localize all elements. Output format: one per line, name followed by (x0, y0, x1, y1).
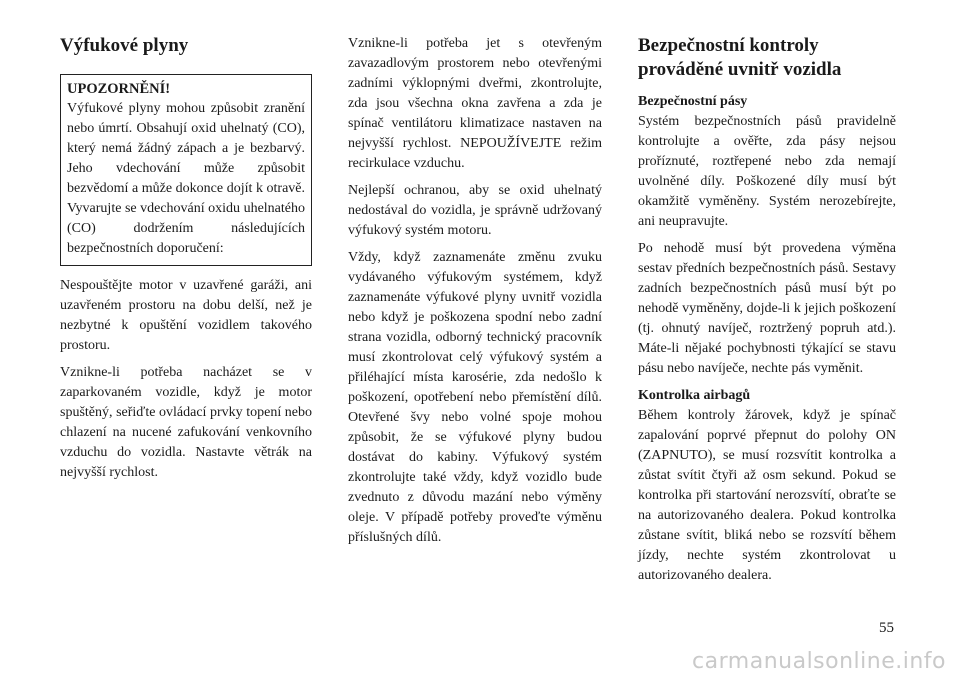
paragraph: Během kontroly žárovek, když je spínač zapalování poprvé přepnut do polohy ON (ZAPNUTO), se musí rozsvítit kontrolka a zůstat svítit čtyři až osm sekund. Pokud se kontrolka při startování nerozsvítí, obraťte se na autorizovaného dealera. Pokud kontrolka zůstane svítit, bliká nebo se rozsvítí během jízdy, nechte systém zkontrolovat u autorizovaného dealera. (638, 408, 896, 583)
subheading-airbag-light: Kontrolka airbagů (638, 388, 751, 403)
page-number: 55 (879, 620, 894, 636)
section-heading-safety-checks: Bezpečnostní kontroly prováděné uvnitř vozidla (638, 35, 842, 80)
column-middle (348, 34, 602, 555)
paragraph: Po nehodě musí být provedena výměna sestav předních bezpečnostních pásů. Sestavy zadních bezpečnostních pásů musí být po nehodě vyměněny, dojde-li k jejich poškození (tj. ohnutý navíječ, roztržený popruh atd.). Máte-li nějaké pochybnosti týkající se stavu pásu nebo navíječe, nechte pás vyměnit. (638, 241, 896, 376)
paragraph: Vždy, když zaznamenáte změnu zvuku vydávaného výfukovým systémem, když zaznamenáte výfukové plyny uvnitř vozidla nebo když je poškozena spodní nebo zadní strana vozidla, odborný technický pracovník musí zkontrolovat celý výfukový systém a přiléhající místa karosérie, zda nedošlo k poškození, opotřebení nebo přemístění dílů. Otevřené švy nebo volné spoje mohou způsobit, že se výfukové plyny budou dostávat do kabiny. Výfukový systém zkontrolujte také vždy, když vozidlo bude zvednuto z důvodu mazání nebo výměny oleje. V případě potřeby proveďte výměnu příslušných dílů. (348, 250, 602, 545)
column-right (638, 34, 896, 593)
paragraph: Vznikne-li potřeba nacházet se v zaparkovaném vozidle, když je motor spuštěný, seřiďte ovládací prvky topení nebo chlazení na nucené zafukování venkovního vzduchu do vozidla. Nastavte větrák na nejvyšší rychlost. (60, 365, 312, 480)
subheading-seat-belts: Bezpečnostní pásy (638, 94, 748, 109)
warning-body: Výfukové plyny mohou způsobit zranění nebo úmrtí. Obsahují oxid uhelnatý (CO), který nemá žádný zápach a je bezbarvý. Jeho vdechování může způsobit bezvědomí a může dokonce dojít k otravě. Vyvarujte se vdechování oxidu uhelnatého (CO) dodržením následujících bezpečnostních doporučení: (67, 101, 305, 256)
paragraph: Nespouštějte motor v uzavřené garáži, ani uzavřeném prostoru na dobu delší, než je nezbytné k opuštění vozidlem takového prostoru. (60, 278, 312, 353)
column-left (60, 34, 312, 490)
watermark: carmanualsonline.info (692, 649, 946, 674)
paragraph: Systém bezpečnostních pásů pravidelně kontrolujte a ověřte, zda pásy nejsou proříznuté, roztřepené nebo zda nemají uvolněné díly. Poškozené díly musí být okamžitě vyměněny. Systém nerozebírejte, ani neupravujte. (638, 114, 896, 229)
warning-title: UPOZORNĚNÍ! (67, 81, 171, 97)
warning-box (60, 74, 312, 266)
paragraph: Nejlepší ochranou, aby se oxid uhelnatý nedostával do vozidla, je správně udržovaný výfukový systém motoru. (348, 183, 602, 238)
paragraph: Vznikne-li potřeba jet s otevřeným zavazadlovým prostorem nebo otevřenými zadními výklopnými dveřmi, zkontrolujte, zda jsou všechna okna zavřena a zda je spínač ventilátoru klimatizace nastaven na nejvyšší rychlost. NEPOUŽÍVEJTE režim recirkulace vzduchu. (348, 36, 602, 171)
section-heading-exhaust: Výfukové plyny (60, 35, 189, 56)
